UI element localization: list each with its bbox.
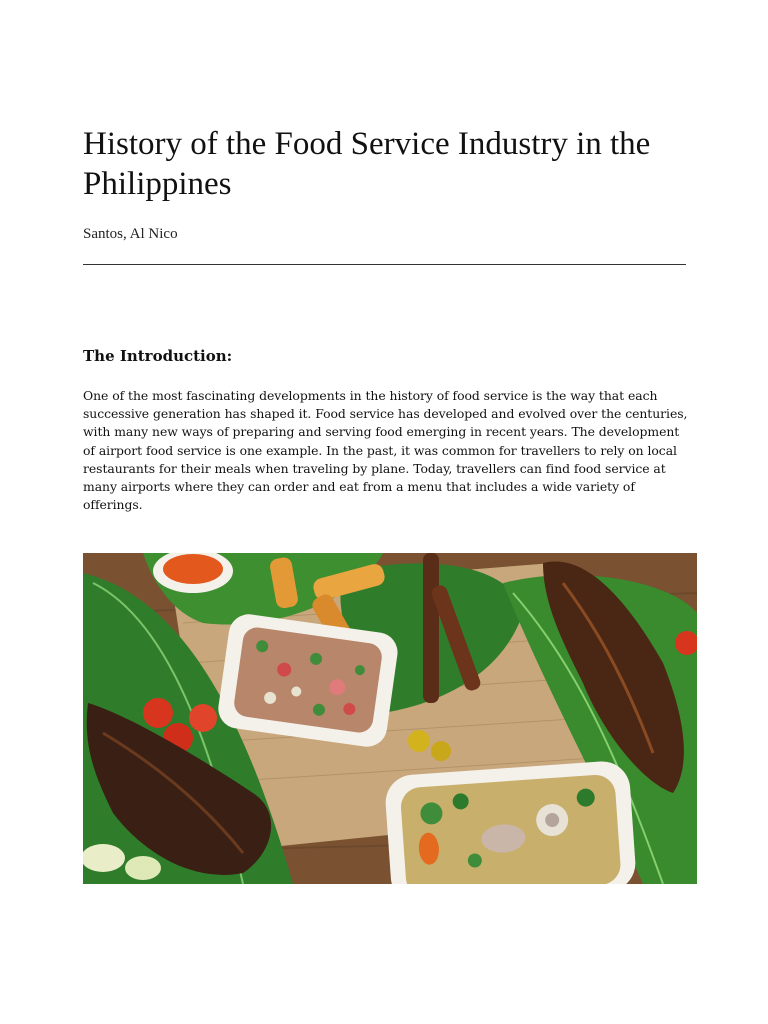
cucumber-slice xyxy=(83,844,125,872)
page-title: History of the Food Service Industry in the Philippines xyxy=(83,126,651,202)
tomato-slice xyxy=(143,698,173,728)
title-divider xyxy=(83,264,686,265)
food-spread-illustration xyxy=(83,553,697,884)
intro-paragraph: One of the most fascinating developments in the history of food service is the way that each successive generation has shaped it. Food service has developed and evolved over the centuries, with many new ways of preparing and serving food emerging in recent years. The development of airport food service is one example. In the past, it was common for travellers to rely on local restaurants for their meals when traveling by plane. Today, travellers can find food service at many airports where they can order and eat from a menu that includes a wide variety of offerings. xyxy=(83,388,688,513)
food-spread-photo xyxy=(83,553,697,884)
author-name: Santos, Al Nico xyxy=(83,226,178,242)
section-heading: The Introduction: xyxy=(83,347,233,365)
cucumber-slice xyxy=(125,856,161,880)
tomato-slice xyxy=(189,704,217,732)
bbq-skewer xyxy=(423,553,439,703)
calamansi xyxy=(431,741,451,761)
calamansi xyxy=(408,730,430,752)
